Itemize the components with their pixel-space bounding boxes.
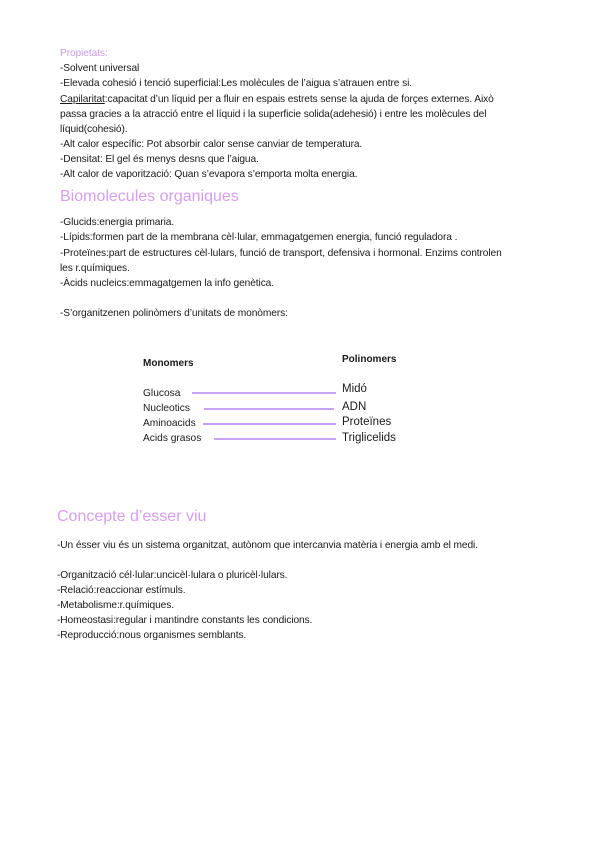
biomolecule-line: -Proteïnes:part de estructures cèl·lulars, funció de transport, defensiva i hormonal. Enzims controlen (60, 248, 502, 259)
property-line: passa gracies a la atracció entre el líquid i la superficie solida(adehesió) i entre les molècules del (60, 109, 487, 120)
capillarity-line (60, 92, 494, 107)
concept-line: -Relació:reaccionar estímuls. (57, 585, 186, 596)
biomolecule-line: les r.químiques. (60, 263, 130, 274)
property-line: -Solvent universal (60, 63, 140, 74)
concept-line: -Metabolisme:r.químiques. (57, 600, 174, 611)
property-line: líquid(cohesió). (60, 124, 128, 135)
property-line: -Densitat: El gel és menys desns que l’aigua. (60, 154, 259, 165)
concept-line: -Homeostasi:regular i mantindre constants les condicions. (57, 615, 313, 626)
polinomer-item: ADN (342, 401, 367, 413)
monomer-item: Aminoacids (143, 418, 196, 429)
connector-line (192, 392, 336, 394)
monomer-item: Nucleotics (143, 403, 190, 414)
concept-line: -Organització cél·lular:uncicèl·lulara o pluricèl·lulars. (57, 570, 288, 581)
biomolecules-heading: Biomolecules organiques (60, 188, 239, 205)
monomer-item: Acids grasos (143, 433, 202, 444)
connector-line (214, 438, 336, 440)
concept-line: -Reproducció:nous organismes semblants. (57, 630, 247, 641)
living-being-heading: Concepte d’esser viu (57, 508, 207, 525)
property-line: -Elevada cohesió i tenció superficial:Les molècules de l’aigua s’atrauen entre si. (60, 78, 412, 89)
biomolecule-line: -Lípids:formen part de la membrana cèl·lular, emmagatgemen energia, funció reguladora . (60, 232, 458, 243)
capillarity-definition: :capacitat d’un líquid per a fluir en espais estrets sense la ajuda de forçes externes. Això (104, 94, 494, 105)
polinomer-item: Triglicelids (342, 432, 396, 444)
properties-label: Propietats: (60, 48, 108, 59)
property-line: -Alt calor específic: Pot absorbir calor sense canviar de temperatura. (60, 139, 363, 150)
connector-line (204, 408, 334, 410)
polinomers-header: Polinomers (342, 354, 397, 365)
property-line: -Alt calor de vaporització: Quan s’evapora s’emporta molta energia. (60, 169, 358, 180)
capillarity-term: Capilaritat (60, 94, 105, 105)
polinomer-item: Proteïnes (342, 416, 392, 428)
monomers-header: Monomers (143, 358, 194, 369)
biomolecule-line: -Glucids:energia primaria. (60, 217, 175, 228)
biomolecule-line: -Àcids nucleics:emmagatgemen la info genètica. (60, 278, 274, 289)
concept-intro: -Un ésser viu és un sistema organitzat, autònom que intercanvia matèria i energia amb el medi. (57, 540, 478, 551)
polinomer-item: Midó (342, 383, 367, 395)
monomer-item: Glucosa (143, 388, 181, 399)
biomolecule-line: -S’organitzenen polinòmers d’unitats de monòmers: (60, 308, 288, 319)
connector-line (203, 423, 336, 425)
